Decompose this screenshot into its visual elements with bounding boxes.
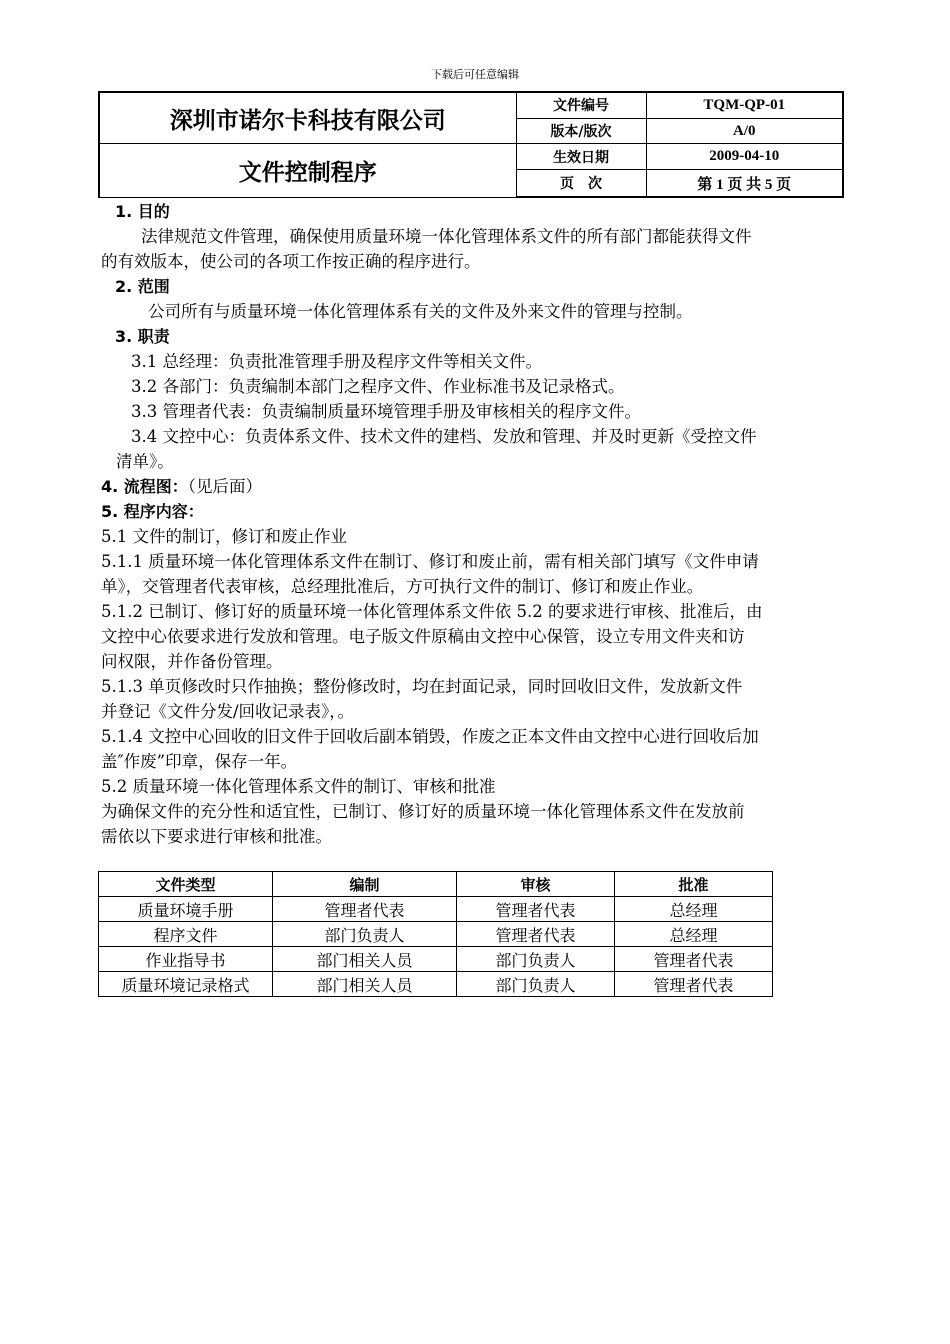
section-5-line: 5.1.1 质量环境一体化管理体系文件在制订、修订和废止前，需有相关部门填写《文件申请 [101, 552, 759, 571]
table-cell: 部门负责人 [457, 947, 615, 972]
section-5-line: 需依以下要求进行审核和批准。 [101, 827, 332, 846]
table-header-cell: 文件类型 [99, 872, 273, 897]
section-5-line: 问权限，并作备份管理。 [101, 652, 283, 671]
version-label: 版本/版次 [516, 118, 646, 144]
section-3-title: 3. 职责 [115, 327, 170, 346]
section-5-line: 单》，交管理者代表审核，总经理批准后，方可执行文件的制订、修订和废止作业。 [101, 577, 704, 596]
table-row [99, 947, 773, 972]
section-1-text-line1: 法律规范文件管理，确保使用质量环境一体化管理体系文件的所有部门都能获得文件 [141, 227, 752, 246]
section-3-item-cont: 清单》。 [116, 452, 174, 471]
section-2-title: 2. 范围 [115, 277, 170, 296]
section-5-line: 5.2 质量环境一体化管理体系文件的制订、审核和批准 [101, 777, 496, 796]
effective-date-label: 生效日期 [516, 144, 646, 170]
section-5-line: 5.1.2 已制订、修订好的质量环境一体化管理体系文件依 5.2 的要求进行审核、批准后，由 [101, 602, 763, 621]
page-value: 第 1 页 共 5 页 [646, 170, 843, 198]
section-3-item: 3.1 总经理：负责批准管理手册及程序文件等相关文件。 [131, 352, 542, 371]
doc-title: 文件控制程序 [99, 144, 516, 197]
document-header-table [98, 91, 844, 198]
table-cell: 质量环境记录格式 [99, 972, 273, 997]
table-cell: 管理者代表 [457, 897, 615, 922]
section-3-item: 3.4 文控中心：负责体系文件、技术文件的建档、发放和管理、并及时更新《受控文件 [131, 427, 757, 446]
table-row [99, 897, 773, 922]
table-cell: 部门负责人 [273, 922, 457, 947]
table-cell: 质量环境手册 [99, 897, 273, 922]
document-body [101, 199, 863, 849]
table-cell: 部门负责人 [457, 972, 615, 997]
section-5-title: 5. 程序内容： [101, 502, 204, 521]
table-cell: 总经理 [615, 922, 773, 947]
section-3-item: 3.3 管理者代表：负责编制质量环境管理手册及审核相关的程序文件。 [131, 402, 641, 421]
table-header-cell: 编制 [273, 872, 457, 897]
section-5-line: 5.1.3 单页修改时只作抽换；整份修改时，均在封面记录，同时回收旧文件，发放新文件 [101, 677, 743, 696]
section-4-line [101, 474, 863, 499]
section-5-line: 文控中心依要求进行发放和管理。电子版文件原稿由文控中心保管，设立专用文件夹和访 [101, 627, 745, 646]
table-header-cell: 审核 [457, 872, 615, 897]
table-cell: 程序文件 [99, 922, 273, 947]
section-5-line: 5.1 文件的制订，修订和废止作业 [101, 527, 347, 546]
section-1-text-line2: 的有效版本，使公司的各项工作按正确的程序进行。 [101, 252, 481, 271]
section-5-line: 5.1.4 文控中心回收的旧文件于回收后副本销毁，作废之正本文件由文控中心进行回收后加 [101, 727, 759, 746]
section-5-line: 并登记《文件分发/回收记录表》，。 [101, 702, 355, 721]
section-1-title: 1. 目的 [115, 202, 170, 221]
section-5-line: 盖″作废”印章，保存一年。 [101, 752, 298, 771]
table-cell: 作业指导书 [99, 947, 273, 972]
version-value: A/0 [646, 118, 843, 144]
section-4-note: （见后面） [187, 477, 263, 496]
table-header-row [99, 872, 773, 897]
table-cell: 管理者代表 [615, 972, 773, 997]
table-cell: 管理者代表 [273, 897, 457, 922]
doc-number-value: TQM-QP-01 [646, 92, 843, 118]
section-5-line: 为确保文件的充分性和适宜性，已制订、修订好的质量环境一体化管理体系文件在发放前 [101, 802, 745, 821]
table-cell: 管理者代表 [615, 947, 773, 972]
company-name: 深圳市诺尔卡科技有限公司 [99, 92, 516, 144]
table-header-cell: 批准 [615, 872, 773, 897]
top-note: 下载后可任意编辑 [431, 68, 519, 81]
section-4-title: 4. 流程图： [101, 477, 188, 496]
section-3-item: 3.2 各部门：负责编制本部门之程序文件、作业标准书及记录格式。 [131, 377, 625, 396]
table-row [99, 972, 773, 997]
table-cell: 部门相关人员 [273, 947, 457, 972]
review-approval-table [98, 871, 773, 997]
table-row [99, 922, 773, 947]
doc-number-label: 文件编号 [516, 92, 646, 118]
section-2-text: 公司所有与质量环境一体化管理体系有关的文件及外来文件的管理与控制。 [148, 302, 693, 321]
page-label: 页 次 [516, 170, 646, 198]
table-cell: 总经理 [615, 897, 773, 922]
table-cell: 管理者代表 [457, 922, 615, 947]
table-cell: 部门相关人员 [273, 972, 457, 997]
effective-date-value: 2009-04-10 [646, 144, 843, 170]
